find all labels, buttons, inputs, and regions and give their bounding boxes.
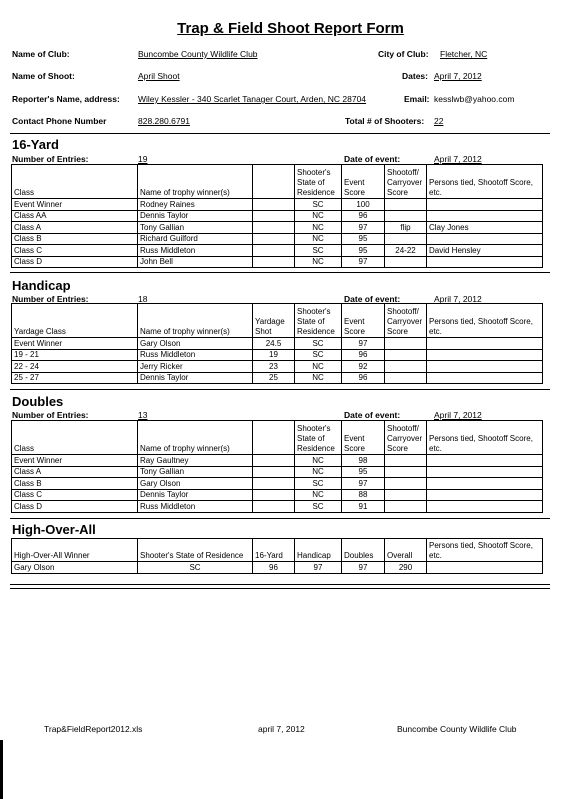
table-cell xyxy=(385,478,427,490)
entries-label: Number of Entries: xyxy=(12,410,89,420)
table-cell xyxy=(427,489,543,501)
table-cell: 91 xyxy=(342,501,385,513)
table-cell xyxy=(385,372,427,384)
table-cell: Gary Olson xyxy=(12,562,138,574)
table-cell: 24.5 xyxy=(253,338,295,350)
column-header: Shootoff/ Carryover Score xyxy=(385,421,427,455)
table-cell: Event Winner xyxy=(12,455,138,467)
section-divider xyxy=(10,272,550,273)
table-cell: 96 xyxy=(342,349,385,361)
doubles-date: April 7, 2012 xyxy=(434,410,482,420)
table-cell: 97 xyxy=(295,562,342,574)
table-cell: Dennis Taylor xyxy=(138,489,253,501)
sixteen-yard-entries: 19 xyxy=(138,154,148,164)
table-cell: 100 xyxy=(342,199,385,211)
table-cell: SC xyxy=(295,478,342,490)
table-row xyxy=(12,478,543,490)
footer-file: Trap&FieldReport2012.xls xyxy=(44,724,143,734)
column-header: Persons tied, Shootoff Score, etc. xyxy=(427,165,543,199)
column-header: Yardage Shot xyxy=(253,304,295,338)
sixteen-yard-date: April 7, 2012 xyxy=(434,154,482,164)
table-header-row xyxy=(12,539,543,562)
table-cell: SC xyxy=(295,338,342,350)
section-divider xyxy=(10,584,550,585)
shooters-value: 22 xyxy=(434,116,444,126)
table-cell: David Hensley xyxy=(427,245,543,257)
table-cell xyxy=(253,210,295,222)
shooters-label: Total # of Shooters: xyxy=(345,116,425,126)
table-cell: 25 xyxy=(253,372,295,384)
table-cell: 96 xyxy=(253,562,295,574)
table-header-row xyxy=(12,165,543,199)
table-cell: Dennis Taylor xyxy=(138,372,253,384)
table-cell: John Bell xyxy=(138,256,253,268)
column-header: Class xyxy=(12,421,138,455)
shoot-value: April Shoot xyxy=(138,71,180,81)
column-header: Yardage Class xyxy=(12,304,138,338)
table-cell xyxy=(253,233,295,245)
table-cell: Class D xyxy=(12,501,138,513)
table-cell xyxy=(385,210,427,222)
table-cell xyxy=(427,338,543,350)
table-row xyxy=(12,489,543,501)
column-header: High-Over-All Winner xyxy=(12,539,138,562)
table-cell: 97 xyxy=(342,338,385,350)
column-header: Event Score xyxy=(342,304,385,338)
doubles-title: Doubles xyxy=(12,394,64,409)
table-row xyxy=(12,233,543,245)
table-cell: NC xyxy=(295,489,342,501)
column-header xyxy=(253,421,295,455)
table-cell: Class A xyxy=(12,466,138,478)
date-label: Date of event: xyxy=(344,154,401,164)
table-cell xyxy=(253,222,295,234)
table-cell: Event Winner xyxy=(12,199,138,211)
table-cell: 95 xyxy=(342,466,385,478)
column-header: Class xyxy=(12,165,138,199)
table-header-row xyxy=(12,304,543,338)
hoa-table xyxy=(11,538,543,574)
city-value: Fletcher, NC xyxy=(440,49,488,59)
table-cell: SC xyxy=(295,199,342,211)
table-cell xyxy=(427,210,543,222)
table-cell xyxy=(253,256,295,268)
table-cell xyxy=(427,361,543,373)
table-cell: SC xyxy=(295,501,342,513)
phone-label: Contact Phone Number xyxy=(12,116,107,126)
table-cell xyxy=(385,338,427,350)
handicap-entries: 18 xyxy=(138,294,148,304)
table-cell: NC xyxy=(295,372,342,384)
table-cell xyxy=(385,361,427,373)
column-header: Shooter's State of Residence xyxy=(295,165,342,199)
table-cell: NC xyxy=(295,256,342,268)
table-row xyxy=(12,245,543,257)
table-cell: NC xyxy=(295,222,342,234)
column-header: Overall xyxy=(385,539,427,562)
table-cell: 95 xyxy=(342,233,385,245)
table-cell: Richard Guilford xyxy=(138,233,253,245)
section-divider xyxy=(10,518,550,519)
table-cell: 96 xyxy=(342,210,385,222)
column-header: Persons tied, Shootoff Score, etc. xyxy=(427,304,543,338)
table-cell: 97 xyxy=(342,222,385,234)
club-value: Buncombe County Wildlife Club xyxy=(138,49,258,59)
date-label: Date of event: xyxy=(344,294,401,304)
table-cell xyxy=(253,245,295,257)
section-divider xyxy=(10,133,550,134)
table-cell: Tony Gallian xyxy=(138,222,253,234)
table-cell xyxy=(385,233,427,245)
sixteen-yard-title: 16-Yard xyxy=(12,137,59,152)
table-cell xyxy=(427,256,543,268)
table-cell xyxy=(427,455,543,467)
table-row xyxy=(12,501,543,513)
email-label: Email: xyxy=(404,94,430,104)
city-label: City of Club: xyxy=(378,49,429,59)
table-cell xyxy=(427,199,543,211)
table-cell: 25 - 27 xyxy=(12,372,138,384)
table-row xyxy=(12,199,543,211)
table-cell xyxy=(427,478,543,490)
table-cell: Class B xyxy=(12,233,138,245)
table-row xyxy=(12,256,543,268)
table-cell: Dennis Taylor xyxy=(138,210,253,222)
handicap-title: Handicap xyxy=(12,278,71,293)
column-header: Shooter's State of Residence xyxy=(295,304,342,338)
footer-club: Buncombe County Wildlife Club xyxy=(397,724,517,734)
table-cell: Russ Middleton xyxy=(138,245,253,257)
doubles-entries: 13 xyxy=(138,410,148,420)
table-cell: 95 xyxy=(342,245,385,257)
table-cell: NC xyxy=(295,210,342,222)
column-header: Shooter's State of Residence xyxy=(138,539,253,562)
email-value: kesslwb@yahoo.com xyxy=(434,94,515,104)
scan-edge xyxy=(0,740,3,799)
table-cell xyxy=(253,466,295,478)
table-cell: Gary Olson xyxy=(138,338,253,350)
table-cell: Class C xyxy=(12,489,138,501)
footer-date: april 7, 2012 xyxy=(258,724,305,734)
table-cell: 96 xyxy=(342,372,385,384)
table-cell: 92 xyxy=(342,361,385,373)
table-cell xyxy=(253,455,295,467)
table-cell: Tony Gallian xyxy=(138,466,253,478)
table-cell: Russ Middleton xyxy=(138,501,253,513)
table-cell: 290 xyxy=(385,562,427,574)
doubles-table xyxy=(11,420,543,513)
column-header xyxy=(253,165,295,199)
table-cell: SC xyxy=(295,245,342,257)
entries-label: Number of Entries: xyxy=(12,154,89,164)
table-cell: Clay Jones xyxy=(427,222,543,234)
table-cell xyxy=(253,199,295,211)
column-header: Name of trophy winner(s) xyxy=(138,421,253,455)
table-cell: 22 - 24 xyxy=(12,361,138,373)
column-header: Event Score xyxy=(342,165,385,199)
table-cell: Russ Middleton xyxy=(138,349,253,361)
column-header: Name of trophy winner(s) xyxy=(138,304,253,338)
table-row xyxy=(12,222,543,234)
table-cell: Rodney Raines xyxy=(138,199,253,211)
dates-value: April 7, 2012 xyxy=(434,71,482,81)
shoot-label: Name of Shoot: xyxy=(12,71,75,81)
handicap-table xyxy=(11,303,543,384)
table-cell: NC xyxy=(295,233,342,245)
table-cell: 19 xyxy=(253,349,295,361)
table-cell xyxy=(385,501,427,513)
table-cell xyxy=(427,349,543,361)
entries-label: Number of Entries: xyxy=(12,294,89,304)
column-header: Doubles xyxy=(342,539,385,562)
column-header: Event Score xyxy=(342,421,385,455)
column-header: Shootoff/ Carryover Score xyxy=(385,165,427,199)
table-cell: 24-22 xyxy=(385,245,427,257)
club-label: Name of Club: xyxy=(12,49,70,59)
table-cell xyxy=(385,455,427,467)
table-cell xyxy=(385,349,427,361)
section-divider xyxy=(10,588,550,589)
table-row xyxy=(12,466,543,478)
table-cell: Class B xyxy=(12,478,138,490)
column-header: Shootoff/ Carryover Score xyxy=(385,304,427,338)
table-cell: NC xyxy=(295,361,342,373)
table-row xyxy=(12,372,543,384)
table-cell: Jerry Ricker xyxy=(138,361,253,373)
phone-value: 828.280.6791 xyxy=(138,116,190,126)
date-label: Date of event: xyxy=(344,410,401,420)
table-cell: Gary Olson xyxy=(138,478,253,490)
table-cell xyxy=(427,372,543,384)
column-header: Shooter's State of Residence xyxy=(295,421,342,455)
dates-label: Dates: xyxy=(402,71,428,81)
table-cell: 97 xyxy=(342,256,385,268)
table-cell xyxy=(385,256,427,268)
table-cell xyxy=(427,233,543,245)
table-row xyxy=(12,455,543,467)
table-cell xyxy=(385,199,427,211)
table-cell: flip xyxy=(385,222,427,234)
table-cell: SC xyxy=(138,562,253,574)
page-title: Trap & Field Shoot Report Form xyxy=(177,20,404,37)
table-row xyxy=(12,338,543,350)
table-cell: Class A xyxy=(12,222,138,234)
table-cell: Class D xyxy=(12,256,138,268)
column-header: Handicap xyxy=(295,539,342,562)
column-header: Name of trophy winner(s) xyxy=(138,165,253,199)
column-header: Persons tied, Shootoff Score, etc. xyxy=(427,421,543,455)
table-cell: Class C xyxy=(12,245,138,257)
table-cell xyxy=(253,478,295,490)
table-cell: 98 xyxy=(342,455,385,467)
table-cell: 88 xyxy=(342,489,385,501)
reporter-value: Wiley Kessler - 340 Scarlet Tanager Court, Arden, NC 28704 xyxy=(138,94,367,104)
table-cell: Ray Gaultney xyxy=(138,455,253,467)
reporter-label: Reporter's Name, address: xyxy=(12,94,120,104)
column-header: Persons tied, Shootoff Score, etc. xyxy=(427,539,543,562)
sixteen-yard-table xyxy=(11,164,543,268)
table-cell: NC xyxy=(295,466,342,478)
table-header-row xyxy=(12,421,543,455)
hoa-title: High-Over-All xyxy=(12,522,96,537)
table-row xyxy=(12,361,543,373)
section-divider xyxy=(10,389,550,390)
handicap-date: April 7, 2012 xyxy=(434,294,482,304)
table-row xyxy=(12,349,543,361)
table-row xyxy=(12,562,543,574)
table-row xyxy=(12,210,543,222)
column-header: 16-Yard xyxy=(253,539,295,562)
table-cell: 19 - 21 xyxy=(12,349,138,361)
table-cell: SC xyxy=(295,349,342,361)
table-cell xyxy=(427,466,543,478)
table-cell xyxy=(253,501,295,513)
table-cell: Event Winner xyxy=(12,338,138,350)
table-cell xyxy=(427,562,543,574)
table-cell xyxy=(385,466,427,478)
table-cell: NC xyxy=(295,455,342,467)
table-cell: 97 xyxy=(342,478,385,490)
table-cell: 23 xyxy=(253,361,295,373)
table-cell xyxy=(427,501,543,513)
table-cell xyxy=(385,489,427,501)
table-cell xyxy=(253,489,295,501)
table-cell: Class AA xyxy=(12,210,138,222)
table-cell: 97 xyxy=(342,562,385,574)
